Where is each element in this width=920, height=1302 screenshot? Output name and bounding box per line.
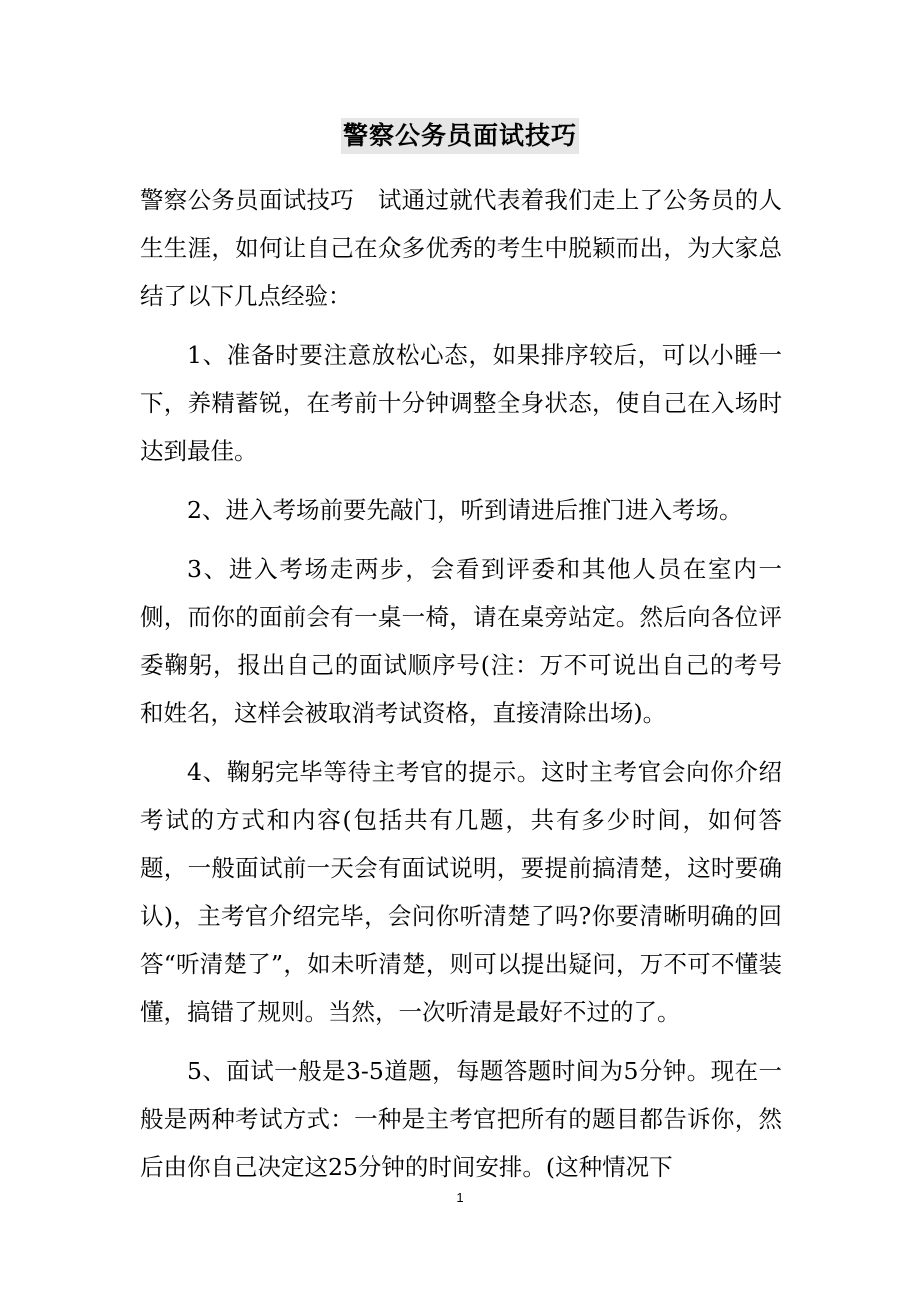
paragraph-item-5: 5、面试一般是3-5道题，每题答题时间为5分钟。现在一般是两种考试方式：一种是主考官把所有的题目都告诉你，然后由你自己决定这25分钟的时间安排。(这种情况下 <box>140 1057 782 1181</box>
paragraph-item-2: 2、进入考场前要先敲门，听到请进后推门进入考场。 <box>187 496 743 524</box>
title-container <box>0 118 920 154</box>
page-number: 1 <box>456 1190 464 1205</box>
document-body <box>140 176 782 1202</box>
paragraph-item-1: 1、准备时要注意放松心态，如果排序较后，可以小睡一下，养精蓄锐，在考前十分钟调整全身状态，使自己在入场时达到最佳。 <box>140 341 782 465</box>
paragraph-item-4: 4、鞠躬完毕等待主考官的提示。这时主考官会向你介绍考试的方式和内容(包括共有几题，共有多少时间，如何答题，一般面试前一天会有面试说明，要提前搞清楚，这时要确认)，主考官介绍完毕，会问你听清楚了吗?你要清晰明确的回答“听清楚了”，如未听清楚，则可以提出疑问，万不可不懂装懂，搞错了规则。当然，一次听清是最好不过的了。 <box>140 758 782 1026</box>
paragraph-item-3: 3、进入考场走两步，会看到评委和其他人员在室内一侧，而你的面前会有一桌一椅，请在桌旁站定。然后向各位评委鞠躬，报出自己的面试顺序号(注：万不可说出自己的考号和姓名，这样会被取消考试资格，直接清除出场)。 <box>140 555 782 727</box>
paragraph-intro: 警察公务员面试技巧 试通过就代表着我们走上了公务员的人生生涯，如何让自己在众多优秀的考生中脱颖而出，为大家总结了以下几点经验： <box>140 186 782 310</box>
document-title: 警察公务员面试技巧 <box>341 118 579 154</box>
